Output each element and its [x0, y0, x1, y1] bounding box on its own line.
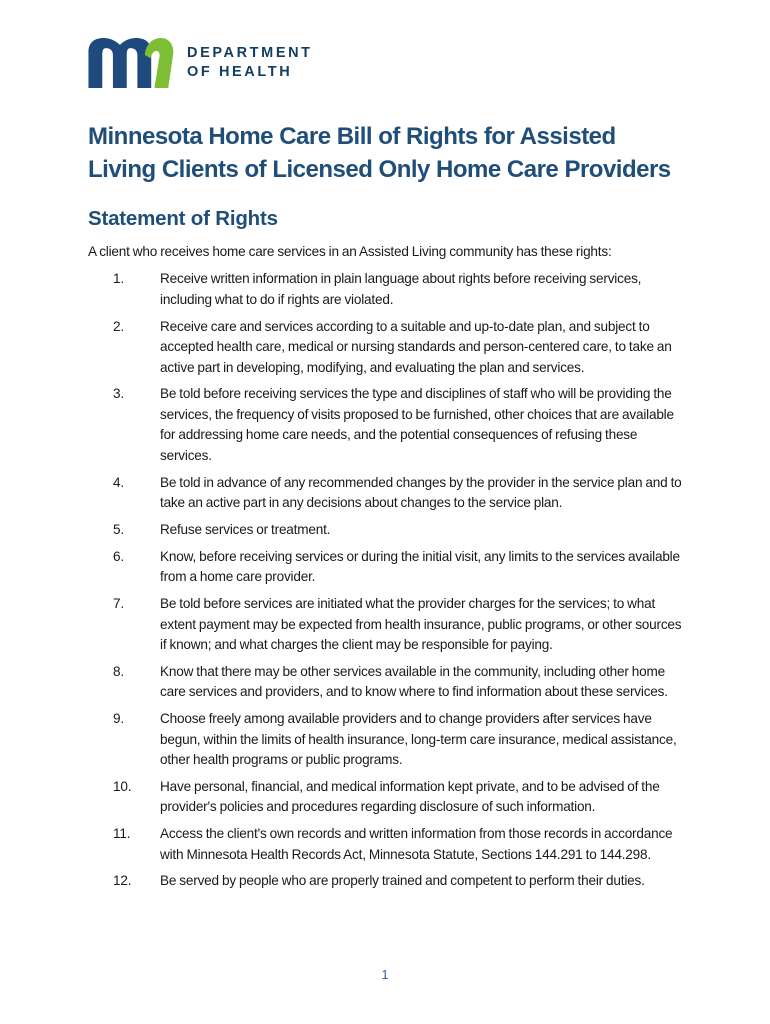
logo-wordmark-line1: DEPARTMENT — [187, 45, 313, 61]
item-text: Know, before receiving services or during the initial visit, any limits to the services available from a home care provider. — [160, 548, 680, 585]
item-text: Receive care and services according to a suitable and up-to-date plan, and subject to accepted health care, medical or nursing standards and person-centered care, to take an active part in developing, modifying, and evaluating the plan and services. — [160, 318, 672, 375]
item-number: 11. — [113, 826, 131, 842]
document-title — [88, 120, 682, 186]
list-item-7 — [113, 594, 682, 655]
item-number: 10. — [113, 778, 132, 794]
item-number: 9. — [113, 711, 124, 727]
page-number: 1 — [381, 968, 389, 982]
list-item-9 — [113, 709, 682, 770]
item-text: Have personal, financial, and medical information kept private, and to be advised of the provider's policies and procedures regarding disclosure of such information. — [160, 778, 660, 815]
list-item-10 — [113, 777, 682, 818]
list-item-11 — [113, 824, 682, 865]
item-number: 3. — [113, 386, 124, 402]
document-title-line2: Living Clients of Licensed Only Home Care Providers — [88, 156, 671, 183]
item-number: 8. — [113, 663, 124, 679]
section-heading: Statement of Rights — [88, 207, 278, 230]
item-text: Know that there may be other services available in the community, including other home care services and providers, and to know where to find information about these services. — [160, 663, 668, 700]
item-text: Receive written information in plain language about rights before receiving services, including what to do if rights are violated. — [160, 271, 642, 307]
item-text: Be told before services are initiated what the provider charges for the services; to what extent payment may be expected from health insurance, public programs, or other sources if known; and what charges the client may be responsible for paying. — [160, 596, 682, 652]
list-item-12 — [113, 871, 682, 891]
item-number: 5. — [113, 521, 124, 537]
mdh-logo — [88, 38, 682, 90]
rights-list — [88, 269, 682, 891]
intro-paragraph: A client who receives home care services in an Assisted Living community has these rights: — [88, 244, 612, 259]
item-number: 12. — [113, 873, 132, 889]
list-item-5 — [113, 520, 682, 540]
list-item-6 — [113, 547, 682, 588]
list-item-1 — [113, 269, 682, 310]
item-text: Be told before receiving services the type and disciplines of staff who will be providing the services, the frequency of visits proposed to be furnished, other choices that are available for addressing home care needs, and the potential consequences of refusing these services. — [160, 386, 674, 463]
logo-wordmark-line2: OF HEALTH — [187, 64, 293, 80]
item-text: Access the client's own records and written information from those records in accordance with Minnesota Health Records Act, Minnesota Statute, Sections 144.291 to 144.298. — [160, 826, 673, 862]
item-text: Choose freely among available providers and to change providers after services have begun, within the limits of health insurance, long-term care insurance, medical assistance, other health programs or public programs. — [160, 711, 677, 767]
item-number: 6. — [113, 548, 124, 564]
list-item-3 — [113, 384, 682, 466]
item-text: Refuse services or treatment. — [160, 521, 331, 537]
item-number: 7. — [113, 596, 124, 612]
item-number: 1. — [113, 271, 124, 287]
item-text: Be told in advance of any recommended changes by the provider in the service plan and to take an active part in any decisions about changes to the service plan. — [160, 474, 682, 510]
item-number: 4. — [113, 474, 124, 490]
mn-state-logo-icon — [88, 38, 174, 88]
list-item-4 — [113, 473, 682, 514]
list-item-8 — [113, 662, 682, 703]
page-footer — [0, 968, 770, 982]
document-title-line1: Minnesota Home Care Bill of Rights for Assisted — [88, 123, 616, 150]
item-number: 2. — [113, 318, 124, 334]
item-text: Be served by people who are properly trained and competent to perform their duties. — [160, 873, 645, 889]
logo-wordmark — [187, 38, 313, 82]
list-item-2 — [113, 317, 682, 378]
